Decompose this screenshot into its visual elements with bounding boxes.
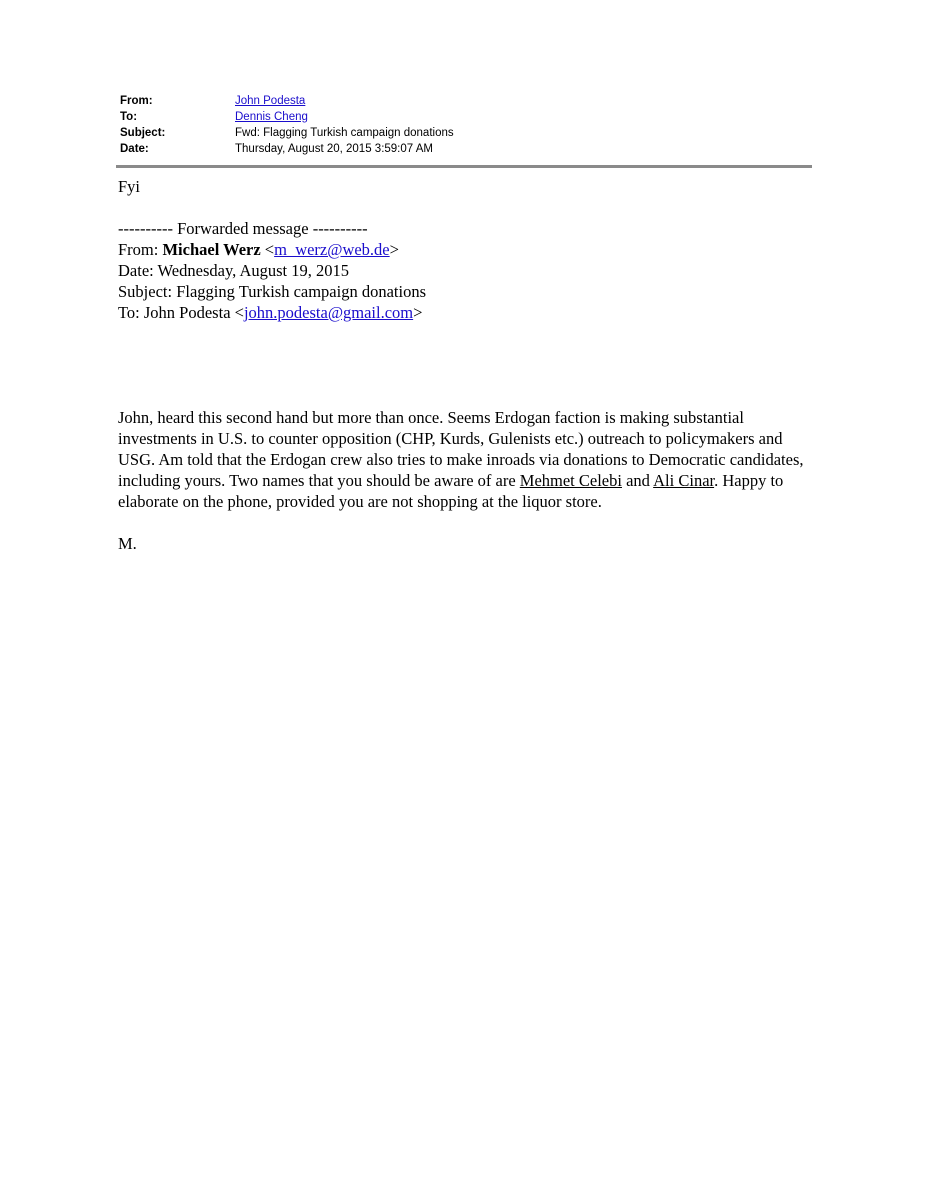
date-value: Thursday, August 20, 2015 3:59:07 AM: [235, 143, 433, 155]
and-word: and: [621, 471, 654, 490]
from-label: From:: [120, 95, 153, 107]
fwd-to-close: >: [413, 303, 423, 322]
fwd-from-name: Michael Werz: [162, 240, 261, 259]
message-paragraph: [118, 407, 818, 512]
forwarded-header: [118, 218, 818, 323]
to-label: To:: [120, 111, 138, 123]
forward-marker: ---------- Forwarded message ----------: [118, 219, 368, 238]
name-mehmet-celebi: Mehmet Celebi: [519, 471, 622, 490]
subject-label: Subject:: [120, 127, 166, 139]
fwd-from-email-link[interactable]: m_werz@web.de: [274, 240, 390, 259]
email-header: [120, 93, 454, 157]
fwd-from-close: >: [389, 240, 399, 259]
name-ali-cinar: Ali Cinar: [653, 471, 715, 490]
fwd-to-prefix: To: John Podesta <: [118, 303, 244, 322]
subject-value: Fwd: Flagging Turkish campaign donations: [235, 127, 454, 139]
paragraph-part1: John, heard this second hand but more than once. Seems Erdogan faction is making substantial investments in U.S. to counter opposition (CHP, Kurds, Gulenists etc.) outreach to policymakers and USG. Am told that the Erdogan crew also tries to make inroads via donations to Democratic candidates, including yours. Two names that you should be aware of are: [118, 408, 804, 490]
from-link[interactable]: John Podesta: [235, 95, 306, 107]
date-label: Date:: [120, 143, 149, 155]
from-row: [120, 93, 454, 109]
paragraph-part2: . Happy to elaborate on the phone, provided you are not shopping at the liquor store.: [118, 471, 784, 511]
subject-row: [120, 125, 454, 141]
header-divider: [116, 165, 812, 168]
fwd-to-email-link[interactable]: john.podesta@gmail.com: [243, 303, 414, 322]
email-body: [118, 176, 818, 554]
fyi-text: Fyi: [118, 177, 141, 196]
to-link[interactable]: Dennis Cheng: [235, 111, 308, 123]
fwd-from-line: [118, 239, 818, 260]
fwd-from-prefix: From:: [118, 240, 163, 259]
fwd-date-line: Date: Wednesday, August 19, 2015: [118, 261, 350, 280]
date-row: [120, 141, 454, 157]
fwd-from-open: <: [260, 240, 275, 259]
signoff: M.: [118, 534, 137, 553]
fwd-subject-line: Subject: Flagging Turkish campaign donations: [118, 282, 426, 301]
to-row: [120, 109, 454, 125]
fwd-to-line: [118, 302, 818, 323]
